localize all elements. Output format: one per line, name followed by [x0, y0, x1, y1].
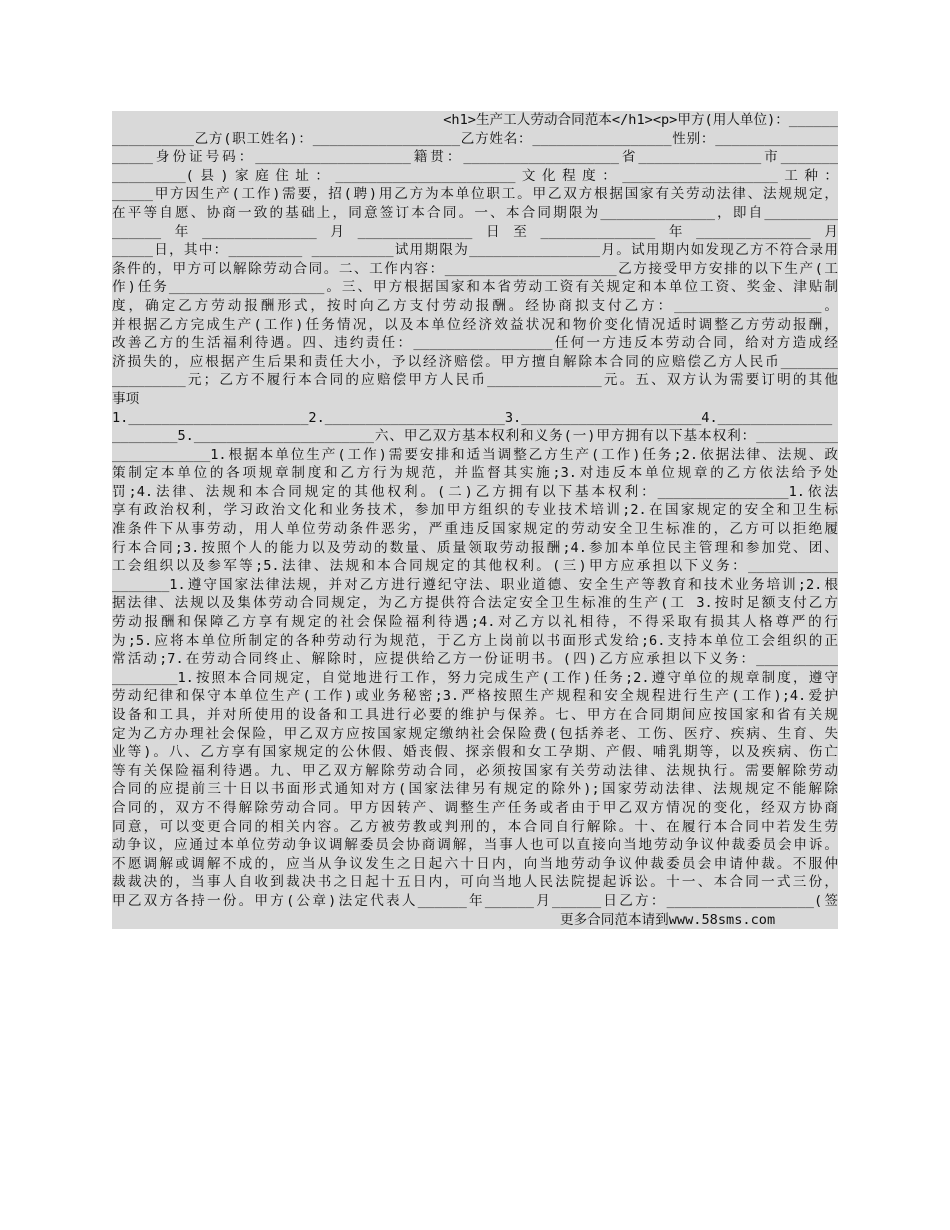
contract-line: 作)任务___________________。三、甲方根据国家和本省劳动工资有关规定和本单位工资、奖金、津贴制 — [112, 279, 838, 296]
contract-line: 裁裁决的，当事人自收到裁决书之日起十五日内，可向当地人民法院提起诉讼。十一、本合同一式三份， — [112, 874, 838, 891]
contract-line: ______年______________月______________日至______________年______________月 — [112, 223, 838, 240]
contract-line: 等有关保险福利待遇。九、甲乙双方解除劳动合同，必须按国家有关劳动法律、法规执行。需要解除劳动 — [112, 762, 838, 779]
contract-line: ________1.按照本合同规定，自觉地进行工作，努力完成生产(工作)任务;2.遵守单位的规章制度，遵守 — [112, 669, 838, 686]
contract-line: 在平等自愿、协商一致的基础上，同意签订本合同。一、本合同期限为______________，即自_________ — [112, 204, 838, 221]
contract-line: __________乙方(职工姓名)：__________________乙方姓名：_________________性别：_______________ — [112, 130, 838, 147]
contract-line: _______1.遵守国家法律法规，并对乙方进行遵纪守法、职业道德、安全生产等教育和技术业务培训;2.根 — [112, 576, 838, 593]
more-templates-note: 更多合同范本请到www.58sms.com — [560, 911, 776, 928]
contract-line: 不愿调解或调解不成的，应当从争议发生之日起六十日内，向当地劳动争议仲裁委员会申请仲裁。不服仲 — [112, 855, 838, 872]
contract-line: 并根据乙方完成生产(工作)任务情况，以及本单位经济效益状况和物价变化情况适时调整乙方劳动报酬， — [112, 316, 838, 333]
contract-line: 甲乙双方各持一份。甲方(公章)法定代表人______年______月______日乙方：__________________(签 — [112, 892, 838, 909]
contract-line: 定为乙方办理社会保险，甲乙双方应按国家规定缴纳社会保险费(包括养老、工伤、医疗、疾病、生育、失 — [112, 725, 838, 742]
contract-line: _________元；乙方不履行本合同的应赔偿甲方人民币______________元。五、双方认为需要订明的其他 — [112, 372, 838, 389]
contract-line: _________(县)家庭住址：______________________文化程度：___________________工种： — [112, 167, 838, 184]
contract-line: 劳动纪律和保守本单位生产(工作)或业务秘密;3.严格按照生产规程和安全规程进行生产(工作);4.爱护 — [112, 688, 838, 705]
contract-line: 合同的应提前三十日以书面形式通知对方(国家法律另有规定的除外);国家劳动法律、法规规定不能解除 — [112, 781, 838, 798]
contract-line: <h1>生产工人劳动合同范本</h1><p>甲方(用人单位)：______ — [443, 112, 838, 128]
contract-line: 设备和工具，并对所使用的设备和工具进行必要的维护与保养。七、甲方在合同期间应按国家和省有关规 — [112, 707, 838, 723]
contract-line: 为;5.应将本单位所制定的各种劳动行为规范，于乙方上岗前以书面形式发给;6.支持本单位工会组织的正 — [112, 632, 838, 649]
contract-line: 动争议，应通过本单位劳动争议调解委员会协商调解，当事人也可以直接向当地劳动争议仲裁委员会申诉。 — [112, 837, 838, 854]
contract-line: 工会组织以及参军等;5.法律、法规和本合同规定的其他权利。(三)甲方应承担以下义务：___________ — [112, 558, 838, 575]
contract-line: 策制定本单位的各项规章制度和乙方行为规范，并监督其实施;3.对违反本单位规章的乙方依法给予处 — [112, 465, 838, 482]
contract-line: 条件的，甲方可以解除劳动合同。二、工作内容：_____________________乙方接受甲方安排的以下生产(工 — [112, 260, 838, 277]
contract-line: 享有政治权利，学习政治文化和业务技术，参加甲方组织的专业技术培训;2.在国家规定的安全和卫生标 — [112, 502, 838, 519]
contract-line: 事项 — [112, 390, 140, 407]
contract-line: ________5.______________________六、甲乙双方基本权利和义务(一)甲方拥有以下基本权利：__________ — [112, 428, 838, 445]
contract-line: _____甲方因生产(工作)需要，招(聘)用乙方为本单位职工。甲乙双方根据国家有关劳动法律、法规规定， — [112, 186, 838, 203]
contract-line: 劳动报酬和保障乙方享有规定的社会保险福利待遇;4.对乙方以礼相待，不得采取有损其人格尊严的行 — [112, 614, 838, 631]
contract-line: 业等)。八、乙方享有国家规定的公休假、婚丧假、探亲假和女工孕期、产假、哺乳期等，以及疾病、伤亡 — [112, 744, 838, 761]
contract-line: 据法律、法规以及集体劳动合同规定，为乙方提供符合法定安全卫生标准的生产(工 3.按时足额支付乙方 — [112, 595, 838, 612]
contract-body — [112, 111, 838, 911]
contract-line: 罚;4.法律、法规和本合同规定的其他权利。(二)乙方拥有以下基本权利：________________1.依法 — [112, 483, 838, 500]
contract-line: 济损失的，应根据产生后果和责任大小，予以经济赔偿。甲方擅自解除本合同的应赔偿乙方人民币_______ — [112, 353, 838, 370]
contract-line: 准条件下从事劳动，用人单位劳动条件恶劣，严重违反国家规定的劳动安全卫生标准的，乙方可以拒绝履 — [112, 521, 838, 538]
contract-line: 行本合同;3.按照个人的能力以及劳动的数量、质量领取劳动报酬;4.参加本单位民主管理和参加党、团、 — [112, 539, 838, 556]
contract-line: _____身份证号码：___________________籍贯：___________________省_______________市_______ — [112, 149, 838, 166]
contract-line: 1.______________________2.______________________3.______________________4.______________ — [112, 409, 833, 426]
contract-line: 合同的，双方不得解除劳动合同。甲方因转产、调整生产任务或者由于甲乙双方情况的变化，经双方协商 — [112, 799, 838, 816]
contract-line: 度，确定乙方劳动报酬形式，按时向乙方支付劳动报酬。经协商拟支付乙方：__________________。 — [112, 297, 838, 314]
contract-document — [112, 111, 838, 929]
contract-line: ____________1.根据本单位生产(工作)需要安排和适当调整乙方生产(工作)任务;2.依据法律、法规、政 — [112, 446, 838, 463]
closing-line — [112, 911, 838, 930]
contract-line: 改善乙方的生活福利待遇。四、违约责任：_________________任何一方违反本劳动合同，给对方造成经 — [112, 335, 838, 352]
contract-line: 同意，可以变更合同的相关内容。乙方被劳教或判刑的，本合同自行解除。十、在履行本合同中若发生劳 — [112, 818, 838, 835]
contract-line: _____日，其中：_________ __________试用期限为________________月。试用期内如发现乙方不符合录用 — [112, 242, 838, 259]
contract-line: 常活动;7.在劳动合同终止、解除时，应提供给乙方一份证明书。(四)乙方应承担以下义务：__________ — [112, 651, 838, 668]
